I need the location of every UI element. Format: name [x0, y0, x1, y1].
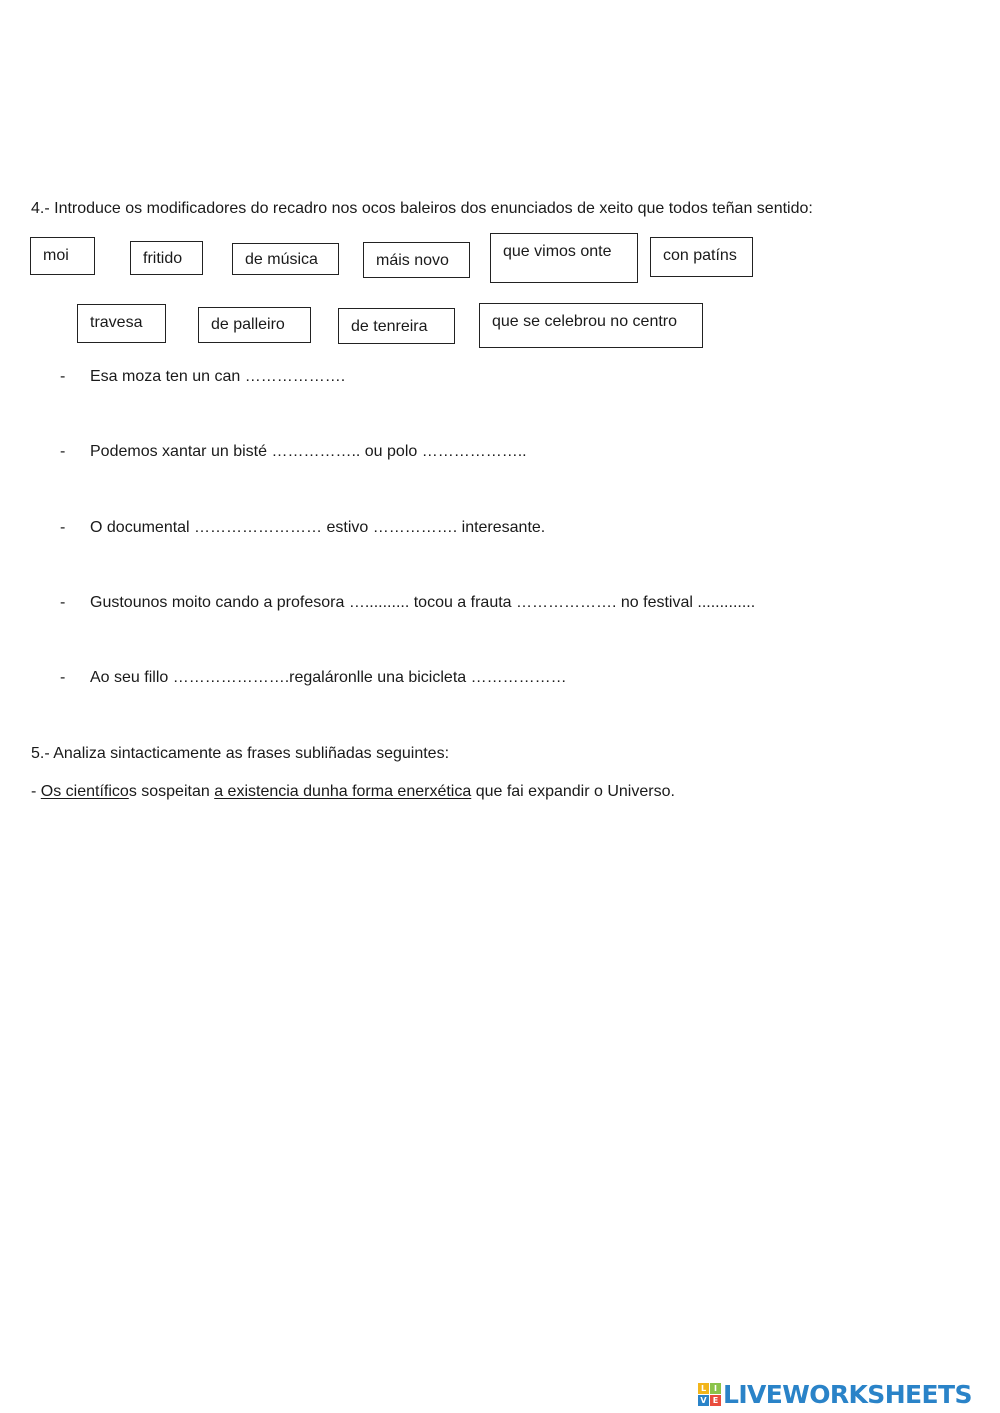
- logo-letter-i: I: [710, 1383, 721, 1394]
- sentence-4: Gustounos moito cando a profesora ….......... tocou a frauta ………………. no festival .............: [90, 594, 756, 611]
- word-box-fritido[interactable]: fritido: [130, 241, 203, 275]
- exercise-5-title: 5.- Analiza sintacticamente as frases subliñadas seguintes:: [31, 745, 450, 762]
- plain-text: que fai expandir o Universo.: [471, 783, 675, 800]
- word-box-de-palleiro[interactable]: de palleiro: [198, 307, 311, 343]
- bullet-dash: -: [60, 594, 66, 611]
- word-box-mais-novo[interactable]: máis novo: [363, 242, 470, 278]
- word-box-que-se-celebrou-no-centro[interactable]: que se celebrou no centro: [479, 303, 703, 348]
- exercise-4-title: 4.- Introduce os modificadores do recadro nos ocos baleiros dos enunciados de xeito que todos teñan sentido:: [31, 200, 813, 217]
- sentence-2: Podemos xantar un bisté …………….. ou polo ………………..: [90, 443, 527, 460]
- word-box-de-musica[interactable]: de música: [232, 243, 339, 275]
- plain-text: s sospeitan: [128, 783, 215, 800]
- word-box-moi[interactable]: moi: [30, 237, 95, 275]
- bullet-dash: -: [60, 519, 66, 536]
- sentence-3: O documental …………………… estivo ……………. interesante.: [90, 519, 546, 536]
- word-box-travesa[interactable]: travesa: [77, 304, 166, 343]
- underlined-object: a existencia dunha forma enerxética: [214, 783, 472, 800]
- sentence-5: Ao seu fillo ………………….regaláronlle una bicicleta ………………: [90, 669, 567, 686]
- exercise-5-sentence: [31, 782, 675, 802]
- bullet-dash: -: [60, 669, 66, 686]
- logo-letter-e: E: [710, 1395, 721, 1406]
- logo-letter-v: V: [698, 1395, 709, 1406]
- word-box-de-tenreira[interactable]: de tenreira: [338, 308, 455, 344]
- bullet-dash: -: [60, 443, 66, 460]
- liveworksheets-logo: [698, 1378, 972, 1410]
- bullet-dash: -: [60, 368, 66, 385]
- sentence-1: Esa moza ten un can ……………….: [90, 368, 346, 385]
- underlined-subject: Os científico: [40, 783, 129, 800]
- word-box-que-vimos-onte[interactable]: que vimos onte: [490, 233, 638, 283]
- sentence-prefix: -: [31, 783, 41, 800]
- logo-icon: [698, 1383, 721, 1406]
- word-box-con-patins[interactable]: con patíns: [650, 237, 753, 277]
- logo-wordmark: LIVEWORKSHEETS: [723, 1379, 972, 1409]
- logo-letter-l: L: [698, 1383, 709, 1394]
